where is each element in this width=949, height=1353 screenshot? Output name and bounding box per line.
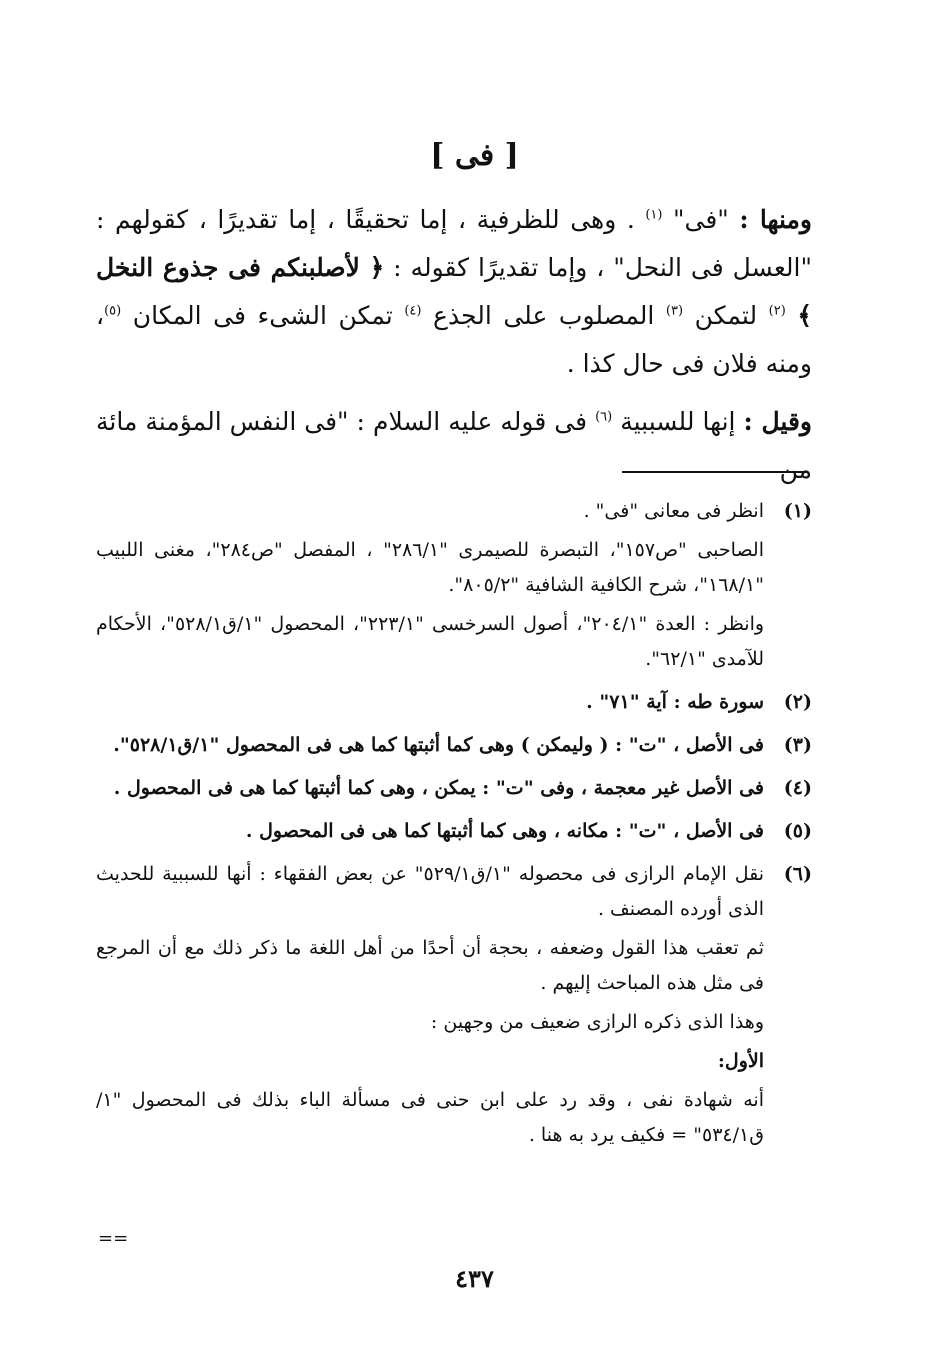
footnote-1 bbox=[96, 494, 812, 681]
text-run: ، ومنه فلان فى حال كذا . bbox=[96, 301, 812, 378]
page-number: ٤٣٧ bbox=[455, 1264, 494, 1293]
footnote-separator bbox=[622, 471, 808, 473]
main-text bbox=[96, 196, 812, 504]
footnote-number: (٦) bbox=[783, 863, 812, 885]
text-run: لتمكن bbox=[683, 301, 769, 330]
text-run: إنها للسببية bbox=[612, 407, 744, 436]
continuation-mark: == bbox=[98, 1228, 129, 1249]
text-run: المصلوب على الجذع bbox=[421, 301, 666, 330]
footnotes bbox=[96, 494, 812, 1161]
footnote-para: أنه شهادة نفى ، وقد رد على ابن حنى فى مسألة الباء بذلك فى المحصول "١/ق٥٣٤/١" = فكيف يرد به هنا . bbox=[96, 1089, 764, 1146]
paragraph-lead: وقيل : bbox=[743, 407, 813, 436]
footnote-ref[interactable]: (٢) bbox=[768, 303, 786, 319]
footnote-ref[interactable]: (٤) bbox=[404, 303, 422, 319]
footnote-para: ثم تعقب هذا القول وضعفه ، بحجة أن أحدًا من أهل اللغة ما ذكر ذلك مع أن المرجع فى مثل هذه المباحث إليهم . bbox=[96, 937, 764, 994]
footnote-para: فى الأصل ، "ت" : مكانه ، وهى كما أثبتها كما هى فى المحصول . bbox=[245, 820, 764, 842]
footnote-ref[interactable]: (١) bbox=[645, 207, 663, 223]
quran-quote: ﴿ لأصلبنكم فى جذوع النخل ﴾ bbox=[96, 253, 812, 330]
footnote-3 bbox=[96, 728, 812, 767]
paragraph-2 bbox=[96, 398, 812, 494]
footnote-para: فى الأصل غير معجمة ، وفى "ت" : يمكن ، وهى كما أثبتها كما هى فى المحصول . bbox=[113, 777, 764, 799]
footnote-number: (٥) bbox=[783, 820, 812, 842]
footnote-number: (١) bbox=[783, 500, 812, 522]
footnote-4 bbox=[96, 771, 812, 810]
text-run: تمكن الشىء فى المكان bbox=[121, 301, 405, 330]
footnote-body bbox=[96, 814, 764, 853]
footnote-ref[interactable]: (٥) bbox=[104, 303, 122, 319]
text-run: . وهى للظرفية ، إما تحقيقًا ، إما تقديرًا ، كقولهم : "العسل فى النحل" ، وإما تقديرًا كقوله : bbox=[96, 205, 812, 282]
paragraph-lead: ومنها : bbox=[739, 205, 812, 234]
footnote-2 bbox=[96, 685, 812, 724]
footnote-ref[interactable]: (٦) bbox=[595, 409, 613, 425]
footnote-para: فى الأصل ، "ت" : ( وليمكن ) وهى كما أثبتها كما هى فى المحصول "١/ق٥٢٨/١". bbox=[113, 734, 764, 756]
paragraph-1 bbox=[96, 196, 812, 388]
footnote-body bbox=[96, 857, 764, 1157]
footnote-para: الصاحبى "ص١٥٧"، التبصرة للصيمرى "٢٨٦/١" ، المفصل "ص٢٨٤"، مغنى اللبيب "١٦٨/١"، شرح الكافية الشافية "٨٠٥/٢". bbox=[96, 539, 764, 596]
footnote-body bbox=[96, 685, 764, 724]
text-run: "فى" bbox=[662, 205, 740, 234]
footnote-para: وهذا الذى ذكره الرازى ضعيف من وجهين : bbox=[430, 1011, 764, 1033]
footnote-5 bbox=[96, 814, 812, 853]
footnote-6 bbox=[96, 857, 812, 1157]
footnote-body bbox=[96, 771, 764, 810]
footnote-subheading: الأول: bbox=[717, 1050, 764, 1072]
footnote-number: (٤) bbox=[783, 777, 812, 799]
footnote-para: سورة طه : آية "٧١" . bbox=[586, 691, 764, 713]
footnote-number: (٢) bbox=[783, 691, 812, 713]
footnote-para: نقل الإمام الرازى فى محصوله "١/ق٥٢٩/١" عن بعض الفقهاء : أنها للسببية للحديث الذى أورده المصنف . bbox=[96, 863, 765, 920]
footnote-body bbox=[96, 728, 764, 767]
footnote-para: انظر فى معانى "فى" . bbox=[583, 500, 764, 522]
footnote-number: (٣) bbox=[783, 734, 812, 756]
footnote-body bbox=[96, 494, 764, 681]
footnote-ref[interactable]: (٣) bbox=[665, 303, 684, 319]
text-run: فى قوله عليه السلام : "فى النفس المؤمنة مائة من bbox=[96, 407, 812, 484]
footnote-para: وانظر : العدة "٢٠٤/١"، أصول السرخسى "٢٢٣/١"، المحصول "١/ق٥٢٨/١"، الأحكام للآمدى "٦٢/١". bbox=[96, 613, 765, 670]
section-heading: [ فى ] bbox=[430, 138, 519, 173]
